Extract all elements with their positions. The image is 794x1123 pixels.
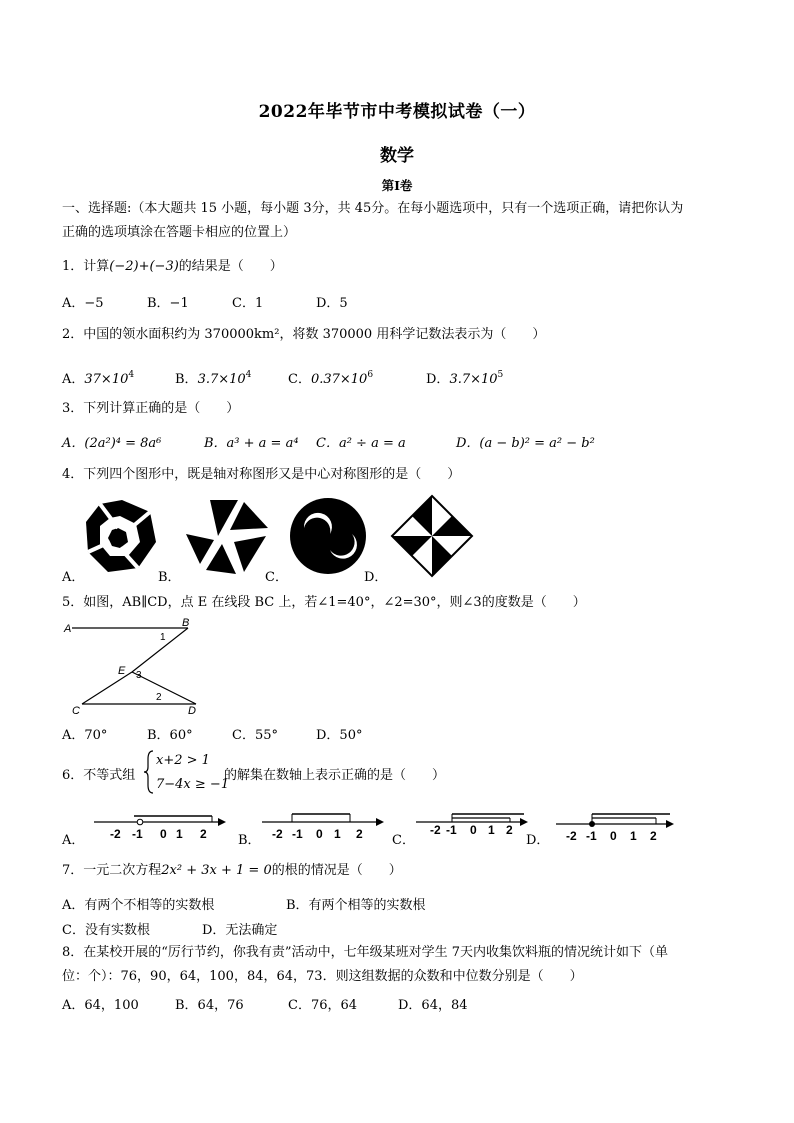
q5-option-c[interactable]: C．55° — [232, 728, 278, 743]
section-instructions-line1: 一、选择题:（本大题共 15 小题，每小题 3分，共 45分。在每小题选项中，只有一个选项正确，请把你认为 — [62, 201, 684, 216]
q3-option-b[interactable]: B．a³ + a = a⁴ — [204, 436, 299, 451]
q3-option-d[interactable]: D．(a − b)² = a² − b² — [456, 436, 595, 451]
q1-option-b[interactable]: B．−1 — [147, 296, 189, 311]
svg-text:-1: -1 — [446, 823, 457, 837]
q6-option-b-label[interactable]: B． — [238, 833, 261, 848]
q8-option-d[interactable]: D．64，84 — [398, 998, 468, 1013]
svg-text:-2: -2 — [430, 823, 441, 837]
q7-option-d[interactable]: D．无法确定 — [202, 923, 278, 938]
svg-text:-1: -1 — [132, 827, 143, 841]
q5-label-c: C — [72, 705, 80, 717]
q6-inequality-2: 7−4x ≥ −1 — [156, 777, 230, 792]
q2-option-d[interactable]: D．$3.7\times 10^5$ — [426, 370, 504, 387]
q4-figure-b[interactable] — [186, 500, 268, 574]
svg-text:2: 2 — [650, 829, 657, 843]
q5-label-a: A — [64, 623, 72, 635]
question-5-stem: 5．如图，AB∥CD，点 E 在线段 BC 上，若∠1=40°，∠2=30°，则∠3的度数是（ ） — [62, 595, 586, 610]
q8-option-c[interactable]: C．76，64 — [288, 998, 358, 1013]
q6-numberline-a[interactable] — [90, 808, 230, 844]
q5-option-b[interactable]: B．60° — [147, 728, 193, 743]
q5-label-b: B — [182, 618, 190, 629]
q1-stem-b: 的结果是（ ） — [178, 259, 283, 274]
q5-option-a[interactable]: A．70° — [62, 728, 108, 743]
q3-option-c[interactable]: C．a² ÷ a = a — [316, 436, 406, 451]
svg-text:-1: -1 — [586, 829, 597, 843]
q4-figure-a[interactable] — [86, 500, 156, 572]
svg-text:1: 1 — [334, 827, 341, 841]
svg-text:1: 1 — [176, 827, 183, 841]
q5-label-e: E — [118, 665, 126, 677]
q6-numberline-b[interactable] — [258, 808, 388, 844]
svg-text:0: 0 — [160, 827, 167, 841]
question-4-stem: 4．下列四个图形中，既是轴对称图形又是中心对称图形的是（ ） — [62, 467, 461, 482]
q1-option-c[interactable]: C．1 — [232, 296, 264, 311]
q3-option-a[interactable]: A．(2a²)⁴ = 8a⁶ — [62, 436, 162, 451]
svg-text:-1: -1 — [292, 827, 303, 841]
svg-text:1: 1 — [488, 823, 495, 837]
section-instructions-line2: 正确的选项填涂在答题卡相应的位置上） — [62, 225, 297, 240]
volume-label: 第Ⅰ卷 — [381, 178, 413, 193]
q1-option-a[interactable]: A．−5 — [62, 296, 104, 311]
svg-text:1: 1 — [630, 829, 637, 843]
q1-option-d[interactable]: D．5 — [316, 296, 348, 311]
subject-title: 数学 — [380, 146, 414, 166]
svg-text:-2: -2 — [566, 829, 577, 843]
q8-option-a[interactable]: A．64，100 — [62, 998, 139, 1013]
q6-option-a-label[interactable]: A． — [62, 833, 85, 848]
question-7-stem: 7．一元二次方程2x² + 3x + 1 = 0的根的情况是（ ） — [62, 863, 402, 878]
q6-inequality-1: x+2 > 1 — [156, 753, 210, 768]
svg-text:2: 2 — [200, 827, 207, 841]
svg-text:0: 0 — [470, 823, 477, 837]
q5-option-d[interactable]: D．50° — [316, 728, 363, 743]
q4-option-c[interactable]: C． — [265, 570, 288, 585]
q5-label-angle1: 1 — [160, 632, 166, 643]
q6-brace-icon — [143, 749, 155, 795]
question-2-stem: 2．中国的领水面积约为 370000km²，将数 370000 用科学记数法表示为（ ） — [62, 327, 546, 342]
question-8-line1: 8．在某校开展的“厉行节约，你我有责”活动中，七年级某班对学生 7天内收集饮料瓶的情况统计如下（单 — [62, 945, 668, 960]
q1-expression: (−2)+(−3) — [109, 259, 179, 274]
svg-text:0: 0 — [610, 829, 617, 843]
question-1-stem — [62, 258, 283, 276]
svg-text:-2: -2 — [272, 827, 283, 841]
q2-option-a[interactable]: A．$37\times 10^4$ — [62, 370, 135, 387]
q7-option-b[interactable]: B．有两个相等的实数根 — [286, 898, 426, 913]
question-3-stem: 3．下列计算正确的是（ ） — [62, 401, 240, 416]
question-8-line2: 位：个）：76，90，64，100，84，64，73．则这组数据的众数和中位数分别是（ ） — [62, 969, 583, 984]
svg-text:2: 2 — [356, 827, 363, 841]
q4-figure-c[interactable] — [290, 498, 366, 574]
q6-numberline-d[interactable] — [552, 808, 682, 844]
svg-text:0: 0 — [316, 827, 323, 841]
q5-label-d: D — [188, 705, 196, 717]
q7-option-a[interactable]: A．有两个不相等的实数根 — [62, 898, 215, 913]
q2-option-b[interactable]: B．$3.7\times 10^4$ — [175, 370, 252, 387]
q7-option-c[interactable]: C．没有实数根 — [62, 923, 150, 938]
q4-option-d[interactable]: D． — [364, 570, 388, 585]
q5-label-angle2: 2 — [156, 692, 162, 703]
exam-title: 2022年毕节市中考模拟试卷（一） — [258, 102, 536, 122]
q6-numberline-c[interactable] — [412, 808, 532, 844]
q6-option-d-label[interactable]: D． — [526, 833, 550, 848]
q5-label-angle3: 3 — [136, 670, 142, 681]
q2-option-c[interactable]: C．$0.37\times 10^6$ — [288, 370, 374, 387]
q8-option-b[interactable]: B．64，76 — [175, 998, 244, 1013]
q4-option-b[interactable]: B． — [158, 570, 181, 585]
q4-figure-d[interactable] — [392, 496, 472, 576]
q6-option-c-label[interactable]: C． — [392, 833, 415, 848]
q7-equation: 2x² + 3x + 1 = 0 — [161, 863, 272, 878]
q6-stem-b: 的解集在数轴上表示正确的是（ ） — [224, 768, 446, 783]
svg-text:2: 2 — [506, 823, 513, 837]
q1-stem-a: 1．计算 — [62, 259, 110, 274]
q4-option-a[interactable]: A． — [62, 570, 85, 585]
q6-stem-a: 6．不等式组 — [62, 768, 136, 783]
svg-text:-2: -2 — [110, 827, 121, 841]
q5-figure — [60, 618, 210, 718]
